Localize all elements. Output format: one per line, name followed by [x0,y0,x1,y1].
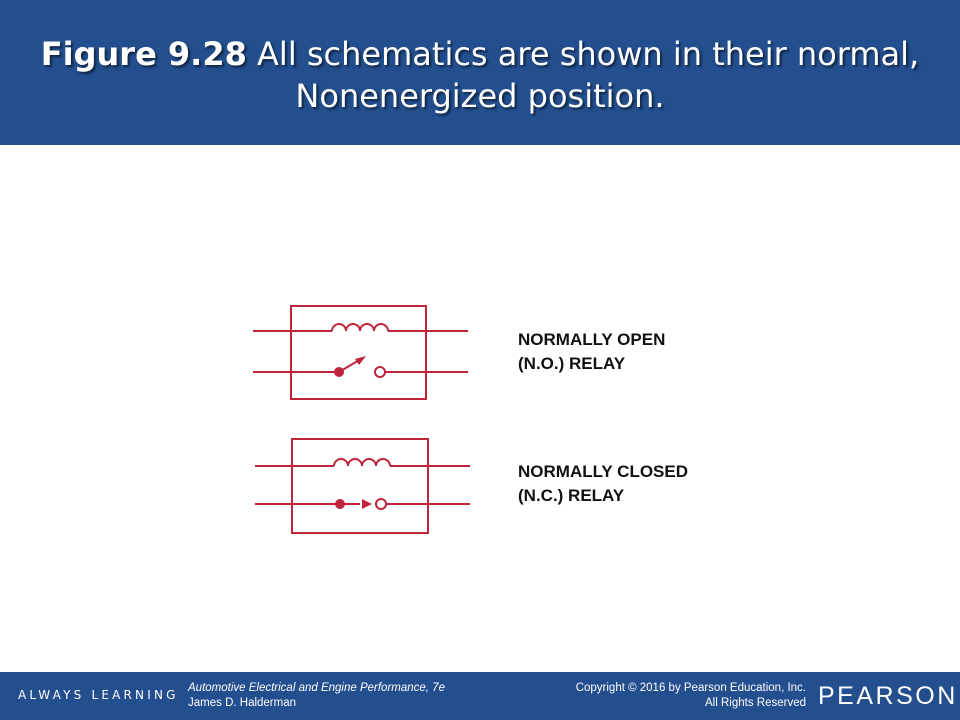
figure-number: Figure 9.28 [40,35,247,73]
normally-closed-relay-symbol [255,439,470,533]
relay-box [291,306,426,399]
coil-icon [332,324,388,331]
pearson-logo: PEARSON [818,682,958,710]
arrow-head [362,499,372,509]
rights-line: All Rights Reserved [705,697,806,709]
coil-icon [334,459,390,466]
fixed-contact [375,367,385,377]
relay-label-normally-open [518,328,665,376]
relay-label-line1: NORMALLY CLOSED [518,462,689,481]
relay-label-line2: (N.O.) RELAY [518,354,626,373]
tagline: ALWAYS LEARNING [18,688,179,702]
book-author: James D. Halderman [188,697,297,709]
relay-box [292,439,428,533]
pivot-dot [335,499,345,509]
relay-label-line2: (N.C.) RELAY [518,486,625,505]
book-title: Automotive Electrical and Engine Performance, 7e [188,682,445,694]
relay-label-line1: NORMALLY OPEN [518,330,666,349]
copyright-notice [576,681,806,711]
figure-caption: All schematics are shown in their normal, Nonenergized position. [246,35,920,115]
pivot-dot [334,367,344,377]
fixed-contact [376,499,386,509]
normally-open-relay-symbol [253,306,468,399]
book-info [188,681,445,711]
relay-label-normally-closed [518,460,688,508]
copyright-line: Copyright © 2016 by Pearson Education, Inc. [575,682,806,694]
slide-footer [0,672,960,720]
arrow-head [355,356,366,365]
